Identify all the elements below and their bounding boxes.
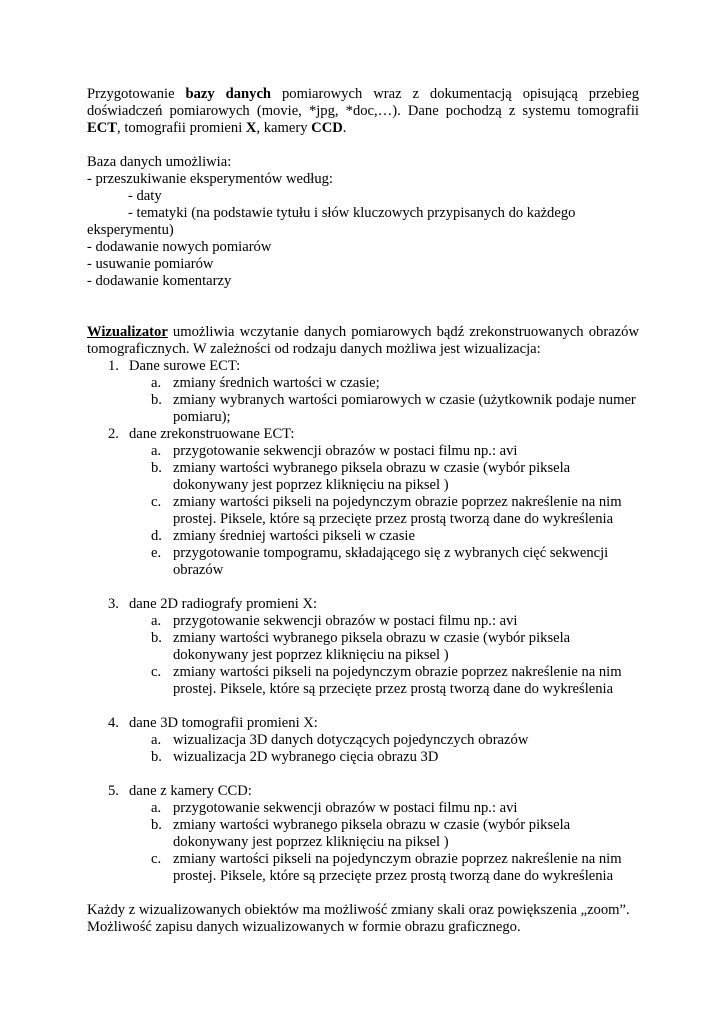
intro-bold-ccd: CCD xyxy=(311,120,343,136)
section-number: 4. xyxy=(108,715,119,731)
section-4-item-b xyxy=(87,749,639,766)
section-5-item-c-cont xyxy=(87,868,639,885)
intro-bold-database: bazy danych xyxy=(185,86,272,102)
db-remove: - usuwanie pomiarów xyxy=(87,256,214,272)
section-2-item-e xyxy=(87,545,639,562)
item-text: wizualizacja 3D danych dotyczących pojedynczych obrazów xyxy=(173,732,529,748)
item-text: zmiany wartości pikseli na pojedynczym obrazie poprzez nakreślenie na nim xyxy=(173,664,622,680)
section-2-item-b xyxy=(87,460,639,477)
item-letter: a. xyxy=(151,443,162,459)
item-text: zmiany wartości wybranego piksela obrazu w czasie (wybór piksela xyxy=(173,630,571,646)
item-text: zmiany średniej wartości pikseli w czasie xyxy=(173,528,415,544)
section-3-heading xyxy=(87,596,639,613)
section-1-item-b xyxy=(87,392,639,409)
section-number: 5. xyxy=(108,783,119,799)
viz-sections xyxy=(87,358,639,885)
item-letter: c. xyxy=(151,851,162,867)
item-letter: b. xyxy=(151,392,162,408)
item-text: przygotowanie sekwencji obrazów w postaci filmu np.: avi xyxy=(173,443,518,459)
section-3-item-a xyxy=(87,613,639,630)
item-text: zmiany wybranych wartości pomiarowych w czasie (użytkownik podaje numer xyxy=(173,392,636,408)
intro-bold-x: X xyxy=(245,120,257,136)
section-number: 2. xyxy=(108,426,119,442)
item-text: wizualizacja 2D wybranego cięcia obrazu 3D xyxy=(173,749,439,765)
section-2-item-d xyxy=(87,528,639,545)
footer-line2: Możliwość zapisu danych wizualizowanych w formie obrazu graficznego. xyxy=(87,919,521,935)
item-text: prostej. Piksele, które są przecięte przez prostą tworzą dane do wykreślenia xyxy=(173,511,614,527)
item-letter: b. xyxy=(151,630,162,646)
section-5-item-a xyxy=(87,800,639,817)
item-text: obrazów xyxy=(173,562,224,578)
item-text: przygotowanie sekwencji obrazów w postaci filmu np.: avi xyxy=(173,613,518,629)
section-4-heading xyxy=(87,715,639,732)
section-2-item-a xyxy=(87,443,639,460)
section-1-heading xyxy=(87,358,639,375)
item-text: prostej. Piksele, które są przecięte przez prostą tworzą dane do wykreślenia xyxy=(173,681,614,697)
intro-text: , tomografii promieni xyxy=(117,120,246,136)
section-2-item-c xyxy=(87,494,639,511)
item-text: dokonywany jest poprzez kliknięciu na piksel ) xyxy=(173,834,449,850)
db-heading: Baza danych umożliwia: xyxy=(87,154,232,170)
item-text: dokonywany jest poprzez kliknięciu na piksel ) xyxy=(173,477,449,493)
intro-text: . xyxy=(342,120,347,136)
section-3-item-b xyxy=(87,630,639,647)
section-4-item-a xyxy=(87,732,639,749)
item-letter: e. xyxy=(151,545,162,561)
section-title: dane z kamery CCD: xyxy=(129,783,252,799)
db-comments: - dodawanie komentarzy xyxy=(87,273,232,289)
intro-text: , kamery xyxy=(256,120,312,136)
db-search: - przeszukiwanie eksperymentów według: xyxy=(87,171,333,187)
viz-text: umożliwia wczytanie danych pomiarowych bądź zrekonstruowanych obrazów tomograficznych. W zależności od rodzaju danych możliwa jest wizualizacja: xyxy=(87,324,639,357)
item-text: przygotowanie tompogramu, składającego się z wybranych cięć sekwencji xyxy=(173,545,609,561)
section-5-heading xyxy=(87,783,639,800)
viz-paragraph xyxy=(87,324,639,358)
item-text: zmiany wartości pikseli na pojedynczym obrazie poprzez nakreślenie na nim xyxy=(173,851,622,867)
section-title: dane zrekonstruowane ECT: xyxy=(129,426,295,442)
intro-bold-ect: ECT xyxy=(87,120,118,136)
intro-text: pomiarowych wraz z dokumentacją opisującą przebieg doświadczeń pomiarowych (movie, *jpg, *doc,…). Dane pochodzą z systemu tomografii xyxy=(87,86,640,119)
item-letter: c. xyxy=(151,494,162,510)
item-text: pomiaru); xyxy=(173,409,231,425)
item-letter: a. xyxy=(151,613,162,629)
document-page xyxy=(87,86,639,936)
footer-line1: Każdy z wizualizowanych obiektów ma możliwość zmiany skali oraz powiększenia „zoom”. xyxy=(87,902,630,918)
item-text: zmiany średnich wartości w czasie; xyxy=(173,375,380,391)
item-text: prostej. Piksele, które są przecięte przez prostą tworzą dane do wykreślenia xyxy=(173,868,614,884)
item-letter: b. xyxy=(151,817,162,833)
item-text: zmiany wartości wybranego piksela obrazu w czasie (wybór piksela xyxy=(173,817,571,833)
db-dates: - daty xyxy=(128,188,162,204)
item-letter: b. xyxy=(151,460,162,476)
section-title: Dane surowe ECT: xyxy=(129,358,241,374)
section-title: dane 2D radiografy promieni X: xyxy=(129,596,318,612)
item-letter: a. xyxy=(151,375,162,391)
item-letter: c. xyxy=(151,664,162,680)
section-2-heading xyxy=(87,426,639,443)
intro-paragraph xyxy=(87,86,639,137)
section-number: 3. xyxy=(108,596,119,612)
item-text: przygotowanie sekwencji obrazów w postaci filmu np.: avi xyxy=(173,800,518,816)
section-1-item-a xyxy=(87,375,639,392)
section-3-item-c xyxy=(87,664,639,681)
db-topics-cont: eksperymentu) xyxy=(87,222,174,238)
section-5-item-b xyxy=(87,817,639,834)
section-2-item-e-cont xyxy=(87,562,639,579)
db-topics: - tematyki (na podstawie tytułu i słów kluczowych przypisanych do każdego xyxy=(128,205,576,221)
section-2-item-c-cont xyxy=(87,511,639,528)
section-3-item-b-cont xyxy=(87,647,639,664)
section-2-item-b-cont xyxy=(87,477,639,494)
item-letter: b. xyxy=(151,749,162,765)
section-3-item-c-cont xyxy=(87,681,639,698)
section-5-item-b-cont xyxy=(87,834,639,851)
item-text: zmiany wartości pikseli na pojedynczym obrazie poprzez nakreślenie na nim xyxy=(173,494,622,510)
section-title: dane 3D tomografii promieni X: xyxy=(129,715,318,731)
item-letter: a. xyxy=(151,732,162,748)
item-letter: d. xyxy=(151,528,162,544)
db-add: - dodawanie nowych pomiarów xyxy=(87,239,272,255)
section-number: 1. xyxy=(108,358,119,374)
intro-text: Przygotowanie xyxy=(87,86,186,102)
item-text: zmiany wartości wybranego piksela obrazu w czasie (wybór piksela xyxy=(173,460,571,476)
viz-title: Wizualizator xyxy=(87,324,168,340)
item-letter: a. xyxy=(151,800,162,816)
section-5-item-c xyxy=(87,851,639,868)
item-text: dokonywany jest poprzez kliknięciu na piksel ) xyxy=(173,647,449,663)
section-1-item-b-cont xyxy=(87,409,639,426)
